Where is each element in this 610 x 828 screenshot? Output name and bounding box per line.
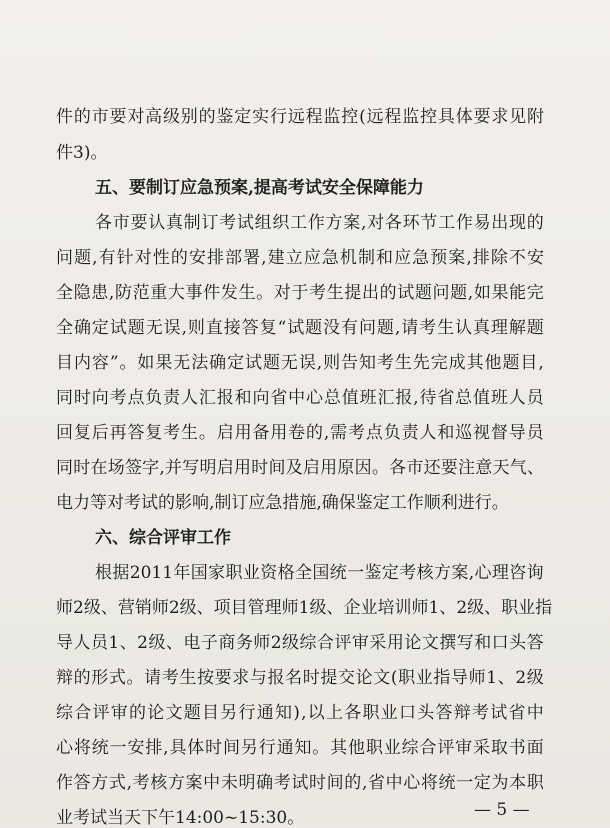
text-line: 电力等对考试的影响,制订应急措施,确保鉴定工作顺利进行。 <box>56 493 509 513</box>
text-line: 综 合 评 审 的 论 文 题 目 另 行 通 知 ) , 以 上 各 职 业 口 头 答 辩 考 试 省 中 <box>56 703 544 723</box>
text-line: 回 复 后 再 答 复 考 生 。 启 用 备 用 卷 的 , 需 考 点 负 责 人 和 巡 视 督 导 员 <box>56 423 544 443</box>
text-line: 同 时 在 场 签 字 , 并 写 明 启 用 时 间 及 启 用 原 因 。 各 市 还 要 注 意 天 气 、 <box>56 458 544 478</box>
text-line: 全 确 定 试 题 无 误 , 则 直 接 答 复 “ 试 题 没 有 问 题 , 请 考 生 认 真 理 解 题 <box>56 318 544 338</box>
text-line: 业考试当天下午14:00~15:30。 <box>56 808 305 828</box>
text-line: 心 将 统 一 安 排 , 具 体 时 间 另 行 通 知 。 其 他 职 业 综 合 评 审 采 取 书 面 <box>56 738 544 758</box>
text-line: 导 人 员 1 、 2 级 、 电 子 商 务 师 2 级 综 合 评 审 采 用 论 文 撰 写 和 口 头 答 <box>56 633 544 653</box>
text-line: 各 市 要 认 真 制 订 考 试 组 织 工 作 方 案 , 对 各 环 节 工 作 易 出 现 的 <box>95 213 544 233</box>
text-line: 辩 的 形 式 。 请 考 生 按 要 求 与 报 名 时 提 交 论 文 ( 职 业 指 导 师 1 、 2 级 <box>56 668 544 688</box>
text-line: 问 题 , 有 针 对 性 的 安 排 部 署 , 建 立 应 急 机 制 和 应 急 预 案 , 排 除 不 安 <box>56 248 544 268</box>
text-line: 全 隐 患 , 防 范 重 大 事 件 发 生 。 对 于 考 生 提 出 的 试 题 问 题 , 如 果 能 完 <box>56 283 544 303</box>
text-line: 目 内 容 ” 。 如 果 无 法 确 定 试 题 无 误 , 则 告 知 考 生 先 完 成 其 他 题 目 , <box>56 353 544 373</box>
section-heading: 六、综合评审工作 <box>95 528 231 548</box>
text-line: 师 2 级 、 营 销 师 2 级 、 项 目 管 理 师 1 级 、 企 业 培 训 师 1 、 2 级 、 职 业 指 <box>56 598 553 618</box>
text-line: 同 时 向 考 点 负 责 人 汇 报 和 向 省 中 心 总 值 班 汇 报 , 待 省 总 值 班 人 员 <box>56 388 544 408</box>
text-line: 作 答 方 式 , 考 核 方 案 中 未 明 确 考 试 时 间 的 , 省 中 心 将 统 一 定 为 本 职 <box>56 773 544 793</box>
section-heading: 五、要制订应急预案,提高考试安全保障能力 <box>95 178 424 198</box>
page-number: — 5 — <box>474 800 530 820</box>
text-line: 根 据 2011 年 国 家 职 业 资 格 全 国 统 一 鉴 定 考 核 方 案 , 心 理 咨 询 <box>95 563 544 583</box>
text-line: 件3)。 <box>56 143 108 163</box>
text-line: 件 的 市 要 对 高 级 别 的 鉴 定 实 行 远 程 监 控 ( 远 程 监 控 具 体 要 求 见 附 <box>56 107 544 127</box>
